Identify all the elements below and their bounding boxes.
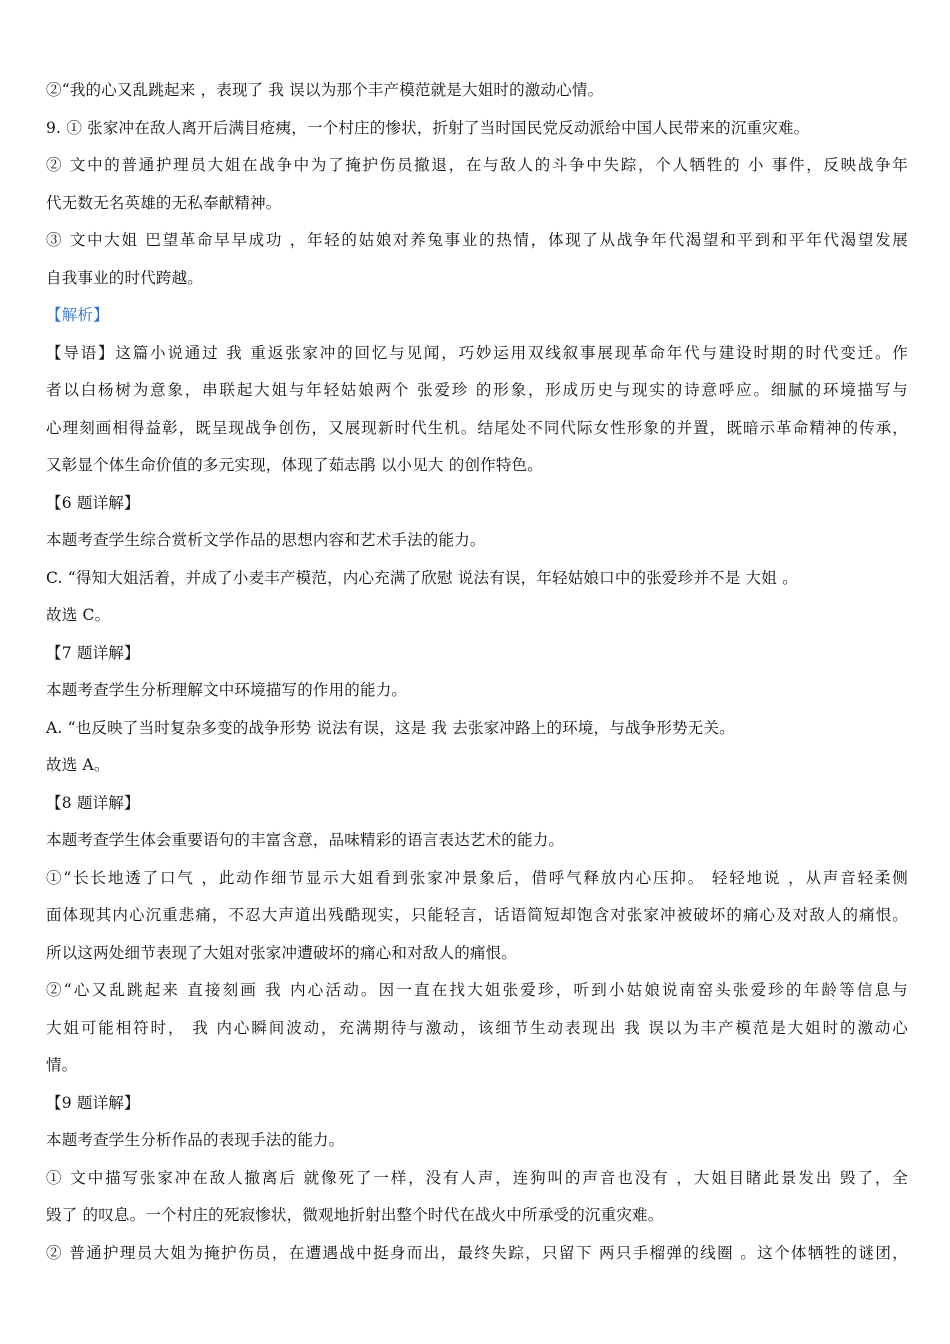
text-line-23: 面体现其内心沉重悲痛，不忍大声道出残酷现实，只能轻言，话语简短却饱含对张家冲被破坏的痛心及对敌人的痛恨。 (46, 906, 908, 924)
text-line-1: ②“我的心又乱跳起来 ，表现了 我 误以为那个丰产模范就是大姐时的激动心情。 (46, 81, 604, 99)
text-line-27: 情。 (46, 1056, 78, 1074)
text-line-9: 者以白杨树为意象，串联起大姐与年轻姑娘两个 张爱珍 的形象，形成历史与现实的诗意呼应。细腻的环境描写与 (46, 381, 908, 399)
text-line-32: ② 普通护理员大姐为掩护伤员，在遭遇战中挺身而出，最终失踪，只留下 两只手榴弹的线圈 。这个体牺牲的谜团， (46, 1243, 908, 1262)
section-heading-q6: 【6 题详解】 (46, 493, 140, 512)
text-line-11: 又彰显个体生命价值的多元实现，体现了茹志鹃 以小见大 的创作特色。 (46, 456, 543, 474)
text-line-4: 代无数无名英雄的无私奉献精神。 (46, 193, 282, 212)
section-heading-q7: 【7 题详解】 (46, 643, 140, 662)
text-line-31: 毁了 的叹息。一个村庄的死寂惨状，微观地折射出整个时代在战火中所承受的沉重灾难。 (46, 1206, 664, 1224)
text-line-15: 故选 C。 (46, 606, 111, 624)
document-page (46, 72, 908, 1272)
text-line-6: 自我事业的时代跨越。 (46, 268, 204, 287)
text-line-8: 【导语】这篇小说通过 我 重返张家冲的回忆与见闻，巧妙运用双线叙事展现革命年代与建设时期的时代变迁。作 (46, 343, 908, 362)
section-heading-analysis: 【解析】 (46, 306, 109, 324)
section-heading-q9: 【9 题详解】 (46, 1093, 140, 1112)
text-line-17: 本题考查学生分析理解文中环境描写的作用的能力。 (46, 681, 408, 699)
text-line-29: 本题考查学生分析作品的表现手法的能力。 (46, 1131, 345, 1149)
text-line-26: 大姐可能相符时， 我 内心瞬间波动，充满期待与激动，该细节生动表现出 我 误以为丰产模范是大姐时的激动心 (46, 1018, 908, 1037)
text-line-13: 本题考查学生综合赏析文学作品的思想内容和艺术手法的能力。 (46, 531, 486, 549)
text-line-24: 所以这两处细节表现了大姐对张家冲遭破坏的痛心和对敌人的痛恨。 (46, 943, 518, 962)
text-line-2: 9. ① 张家冲在敌人离开后满目疮痍，一个村庄的惨状，折射了当时国民党反动派给中国人民带来的沉重灾难。 (46, 118, 810, 137)
text-line-22: ①“长长地透了口气 ，此动作细节显示大姐看到张家冲景象后，借呼气释放内心压抑。 轻轻地说 ，从声音轻柔侧 (46, 868, 908, 887)
text-line-3: ② 文中的普通护理员大姐在战争中为了掩护伤员撤退，在与敌人的斗争中失踪，个人牺牲的 小 事件，反映战争年 (46, 156, 908, 174)
text-line-5: ③ 文中大姐 巴望革命早早成功 ，年轻的姑娘对养兔事业的热情，体现了从战争年代渴望和平到和平年代渴望发展 (46, 231, 908, 249)
section-heading-q8: 【8 题详解】 (46, 793, 140, 812)
text-line-30: ① 文中描写张家冲在敌人撤离后 就像死了一样，没有人声，连狗叫的声音也没有 ，大姐目睹此景发出 毁了，全 (46, 1168, 908, 1187)
text-line-14: C. “得知大姐活着，并成了小麦丰产模范，内心充满了欣慰 说法有误，年轻姑娘口中的张爱珍并不是 大姐 。 (46, 568, 798, 587)
text-line-10: 心理刻画相得益彰，既呈现战争创伤，又展现新时代生机。结尾处不同代际女性形象的并置，既暗示革命精神的传承， (46, 418, 908, 437)
text-line-25: ②“心又乱跳起来 直接刻画 我 内心活动。因一直在找大姐张爱珍，听到小姑娘说南窑头张爱珍的年龄等信息与 (46, 981, 908, 999)
text-line-21: 本题考查学生体会重要语句的丰富含意，品味精彩的语言表达艺术的能力。 (46, 831, 565, 849)
text-line-19: 故选 A。 (46, 756, 110, 774)
text-line-18: A. “也反映了当时复杂多变的战争形势 说法有误，这是 我 去张家冲路上的环境，与战争形势无关。 (46, 718, 735, 737)
